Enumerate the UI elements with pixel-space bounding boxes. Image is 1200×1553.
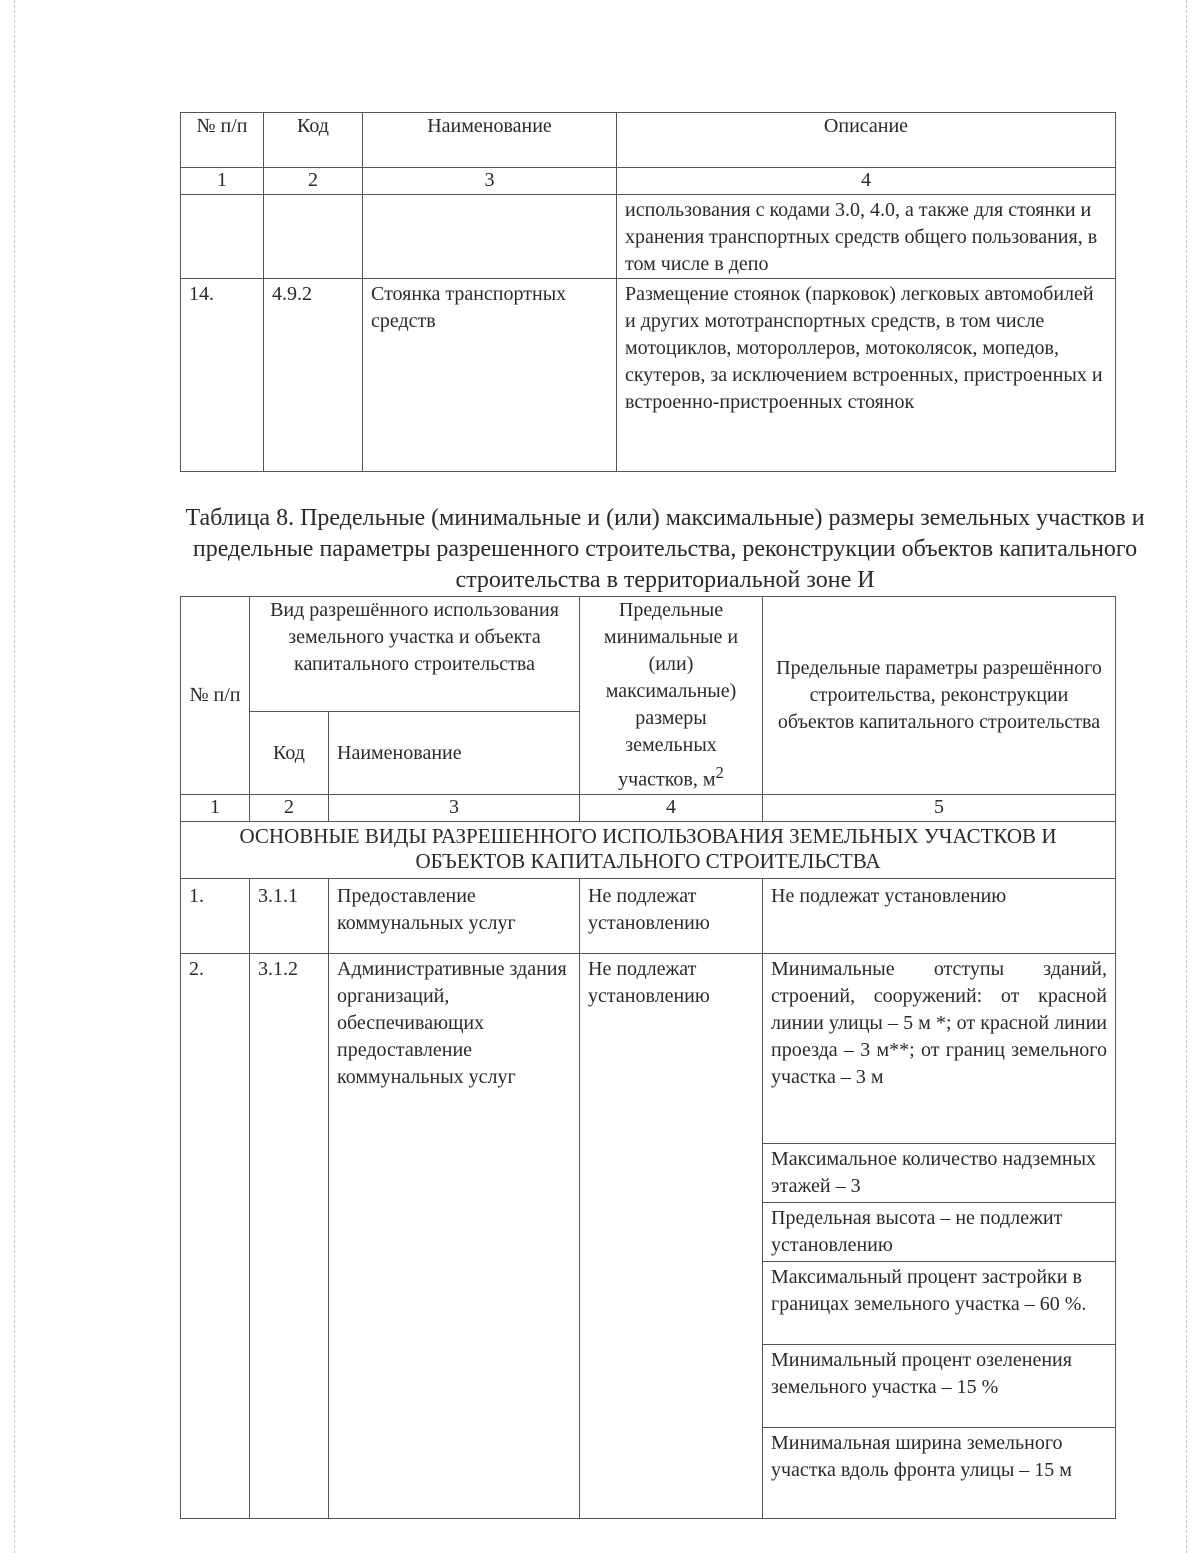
header-name: Наименование xyxy=(329,712,580,794)
header-use-type: Вид разрешённого использования земельного участка и объекта капитального строительства xyxy=(250,597,580,712)
row-code: 3.1.1 xyxy=(250,878,329,953)
table-row xyxy=(181,279,1116,472)
table-caption: Таблица 8. Предельные (минимальные и (или) максимальные) размеры земельных участков и предельные параметры разрешенного строительства, реконструкции объектов капитального строительства в территориальной зоне И xyxy=(185,505,1145,593)
table-row xyxy=(181,953,1116,1143)
col-number: 1 xyxy=(181,794,250,821)
column-number-row xyxy=(181,168,1116,195)
column-number-row xyxy=(181,794,1116,821)
header-name: Наименование xyxy=(363,113,617,168)
header-plot-sizes xyxy=(580,597,763,795)
col-number: 4 xyxy=(617,168,1116,195)
row-plot-sizes: Не подлежат установлению xyxy=(580,953,763,1518)
row-name: Административные здания организаций, обеспечивающих предоставление коммунальных услуг xyxy=(329,953,580,1518)
header-plot-sizes-unit: 2 xyxy=(715,763,724,782)
row-param-width: Минимальная ширина земельного участка вдоль фронта улицы – 15 м xyxy=(763,1427,1116,1518)
row-param-greenery: Минимальный процент озеленения земельного участка – 15 % xyxy=(763,1344,1116,1427)
col-number: 2 xyxy=(250,794,329,821)
header-num: № п/п xyxy=(181,597,250,795)
row-plot-sizes: Не подлежат установлению xyxy=(580,878,763,953)
row-param: Не подлежат установлению xyxy=(763,878,1116,953)
scan-edge-left xyxy=(14,0,15,1553)
table-row xyxy=(181,878,1116,953)
header-plot-sizes-text: Предельные минимальные и (или) максимальные) размеры земельных участков, м xyxy=(603,599,739,791)
header-building-params: Предельные параметры разрешённого строительства, реконструкции объектов капитального строительства xyxy=(763,597,1116,795)
col-number: 5 xyxy=(763,794,1116,821)
table-header-row xyxy=(181,113,1116,168)
section-heading: ОСНОВНЫЕ ВИДЫ РАЗРЕШЕННОГО ИСПОЛЬЗОВАНИЯ ЗЕМЕЛЬНЫХ УЧАСТКОВ И ОБЪЕКТОВ КАПИТАЛЬНОГО СТРОИТЕЛЬСТВА xyxy=(181,821,1116,878)
row-name xyxy=(363,195,617,279)
row-param-floors: Максимальное количество надземных этажей – 3 xyxy=(763,1143,1116,1202)
col-number: 3 xyxy=(363,168,617,195)
header-code: Код xyxy=(264,113,363,168)
row-num: 14. xyxy=(181,279,264,472)
row-description: использования с кодами 3.0, 4.0, а также для стоянки и хранения транспортных средств общего пользования, в том числе в депо xyxy=(617,195,1116,279)
table-8 xyxy=(180,596,1116,1519)
row-param-coverage: Максимальный процент застройки в границах земельного участка – 60 %. xyxy=(763,1261,1116,1344)
row-num: 2. xyxy=(181,953,250,1518)
row-num: 1. xyxy=(181,878,250,953)
col-number: 1 xyxy=(181,168,264,195)
section-row xyxy=(181,821,1116,878)
row-code: 3.1.2 xyxy=(250,953,329,1518)
table-row xyxy=(181,195,1116,279)
row-param-setbacks: Минимальные отступы зданий, строений, сооружений: от красной линии улицы – 5 м *; от красной линии проезда – 3 м**; от границ земельного участка – 3 м xyxy=(763,953,1116,1143)
row-name: Предоставление коммунальных услуг xyxy=(329,878,580,953)
row-num xyxy=(181,195,264,279)
table-continuation xyxy=(180,112,1116,472)
table-header-row xyxy=(181,597,1116,712)
col-number: 3 xyxy=(329,794,580,821)
col-number: 2 xyxy=(264,168,363,195)
row-name: Стоянка транспортных средств xyxy=(363,279,617,472)
row-code xyxy=(264,195,363,279)
col-number: 4 xyxy=(580,794,763,821)
header-num: № п/п xyxy=(181,113,264,168)
row-param-height: Предельная высота – не подлежит установлению xyxy=(763,1202,1116,1261)
header-description: Описание xyxy=(617,113,1116,168)
scan-edge-right xyxy=(1186,0,1187,1553)
row-description: Размещение стоянок (парковок) легковых автомобилей и других мототранспортных средств, в том числе мотоциклов, мотороллеров, мотоколясок, мопедов, скутеров, за исключением встроенных, пристроенных и встроенно-пристроенных стоянок xyxy=(617,279,1116,472)
row-code: 4.9.2 xyxy=(264,279,363,472)
header-code: Код xyxy=(250,712,329,794)
